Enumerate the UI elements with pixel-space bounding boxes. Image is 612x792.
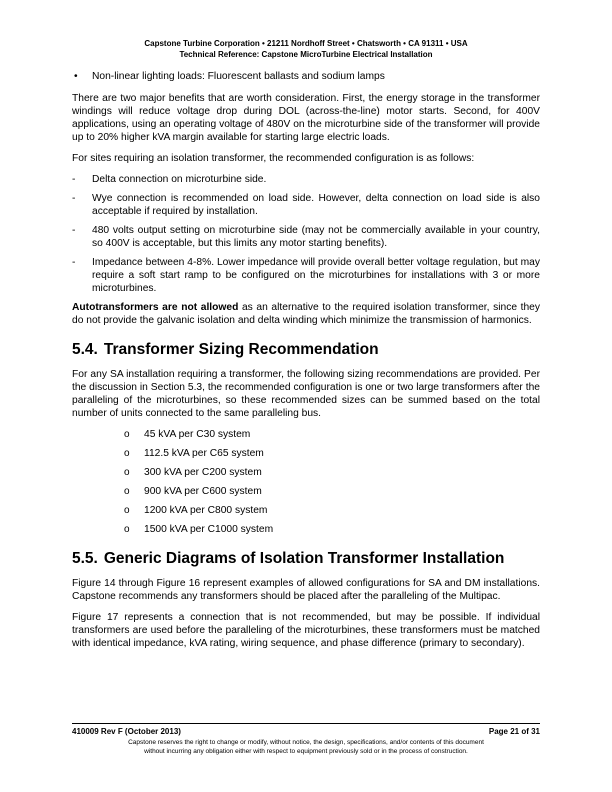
- config-item: [72, 224, 540, 250]
- footer-doc-id: 410009 Rev F (October 2013): [72, 727, 181, 736]
- autotransformer-warning: Autotransformers are not allowed: [72, 302, 239, 313]
- list-item: [72, 428, 540, 441]
- list-item-text: 900 kVA per C600 system: [144, 486, 262, 497]
- config-item-text: Delta connection on microturbine side.: [92, 174, 267, 185]
- dash-icon: -: [72, 257, 76, 268]
- circle-bullet-icon: o: [124, 448, 130, 459]
- dash-icon: -: [72, 225, 76, 236]
- list-item: [72, 485, 540, 498]
- footer-page-number: Page 21 of 31: [488, 727, 540, 736]
- circle-bullet-icon: o: [124, 505, 130, 516]
- section-title: Generic Diagrams of Isolation Transformer Installation: [103, 550, 505, 567]
- disclaimer-line-1: Capstone reserves the right to change or modify, without notice, the design, specifications, and/or contents of this document: [128, 739, 484, 746]
- footer-disclaimer: [72, 738, 540, 756]
- section-number: 5.5.: [72, 550, 98, 567]
- list-item-text: 300 kVA per C200 system: [144, 467, 262, 478]
- list-item: [72, 504, 540, 517]
- dash-icon: -: [72, 174, 76, 185]
- list-item: [72, 70, 540, 83]
- list-item: [72, 447, 540, 460]
- list-item: [72, 466, 540, 479]
- paragraph-sizing: For any SA installation requiring a transformer, the following sizing recommendations are provided. Per the discussion in Section 5.3, the recommended configuration is one or two large transformers after the paralleling of the microturbines, so these recommended sizes can be summed based on the total number of units connected to the same paralleling bus.: [72, 369, 540, 419]
- paragraph-figures-14-16: Figure 14 through Figure 16 represent examples of allowed configurations for SA and DM installations. Capstone recommends any transformers should be placed after the paralleling of the Multipac.: [72, 578, 540, 602]
- paragraph-autotransformers: [72, 301, 540, 327]
- dash-icon: -: [72, 193, 76, 204]
- config-item-text: Wye connection is recommended on load side. However, delta connection on load side is also acceptable if required by installation.: [92, 193, 540, 217]
- section-heading-5-4: [72, 341, 540, 359]
- section-number: 5.4.: [72, 341, 98, 358]
- circle-bullet-icon: o: [124, 467, 130, 478]
- config-item: [72, 192, 540, 218]
- disclaimer-line-2: without incurring any obligation either with respect to equipment previously sold or in the process of construction.: [144, 748, 468, 755]
- list-item-text: 1500 kVA per C1000 system: [144, 524, 274, 535]
- list-item-text: 1200 kVA per C800 system: [144, 505, 268, 516]
- config-item: [72, 173, 540, 186]
- bullet-icon: •: [74, 71, 78, 82]
- list-item-text: 112.5 kVA per C65 system: [144, 448, 264, 459]
- header-title-line: Technical Reference: Capstone MicroTurbine Electrical Installation: [179, 50, 433, 59]
- config-item-text: Impedance between 4-8%. Lower impedance will provide overall better voltage regulation, but may require a soft start ramp to be configured on the microturbines for installations with 3 or more microturbines.: [92, 257, 540, 294]
- circle-bullet-icon: o: [124, 524, 130, 535]
- paragraph-benefits: There are two major benefits that are worth consideration. First, the energy storage in the transformer windings will reduce voltage drop during DOL (across-the-line) motor starts. Second, for 400V applications, using an operating voltage of 480V on the microturbine side of the transformer will provide up to 20% higher kVA margin available for starting large electric loads.: [72, 93, 540, 143]
- paragraph-figure-17: Figure 17 represents a connection that is not recommended, but may be possible. If individual transformers are used before the paralleling of the microturbines, these transformers must be matched with identical impedance, kVA rating, wiring sequence, and phase difference (primary to secondary).: [72, 612, 540, 649]
- config-item: [72, 256, 540, 295]
- section-title: Transformer Sizing Recommendation: [103, 341, 379, 358]
- circle-bullet-icon: o: [124, 429, 130, 440]
- circle-bullet-icon: o: [124, 486, 130, 497]
- section-heading-5-5: [72, 550, 540, 568]
- list-item-text: Non-linear lighting loads: Fluorescent ballasts and sodium lamps: [92, 71, 385, 82]
- header-company-line: Capstone Turbine Corporation • 21211 Nordhoff Street • Chatsworth • CA 91311 • USA: [144, 39, 468, 48]
- config-item-text: 480 volts output setting on microturbine side (may not be commercially available in your country, so 400V is acceptable, but this limits any motor starting benefits).: [92, 225, 540, 249]
- list-item-text: 45 kVA per C30 system: [144, 429, 251, 440]
- document-body: [72, 70, 540, 658]
- footer-divider: [72, 723, 540, 724]
- sizing-list: [72, 428, 540, 536]
- document-page: [72, 0, 540, 792]
- autotransformer-reason: as an alternative to the required isolation transformer, since they do not provide the galvanic isolation and delta winding which minimize the transmission of harmonics.: [72, 302, 541, 326]
- paragraph-isolation-intro: For sites requiring an isolation transformer, the recommended configuration is as follows:: [72, 153, 475, 164]
- list-item: [72, 523, 540, 536]
